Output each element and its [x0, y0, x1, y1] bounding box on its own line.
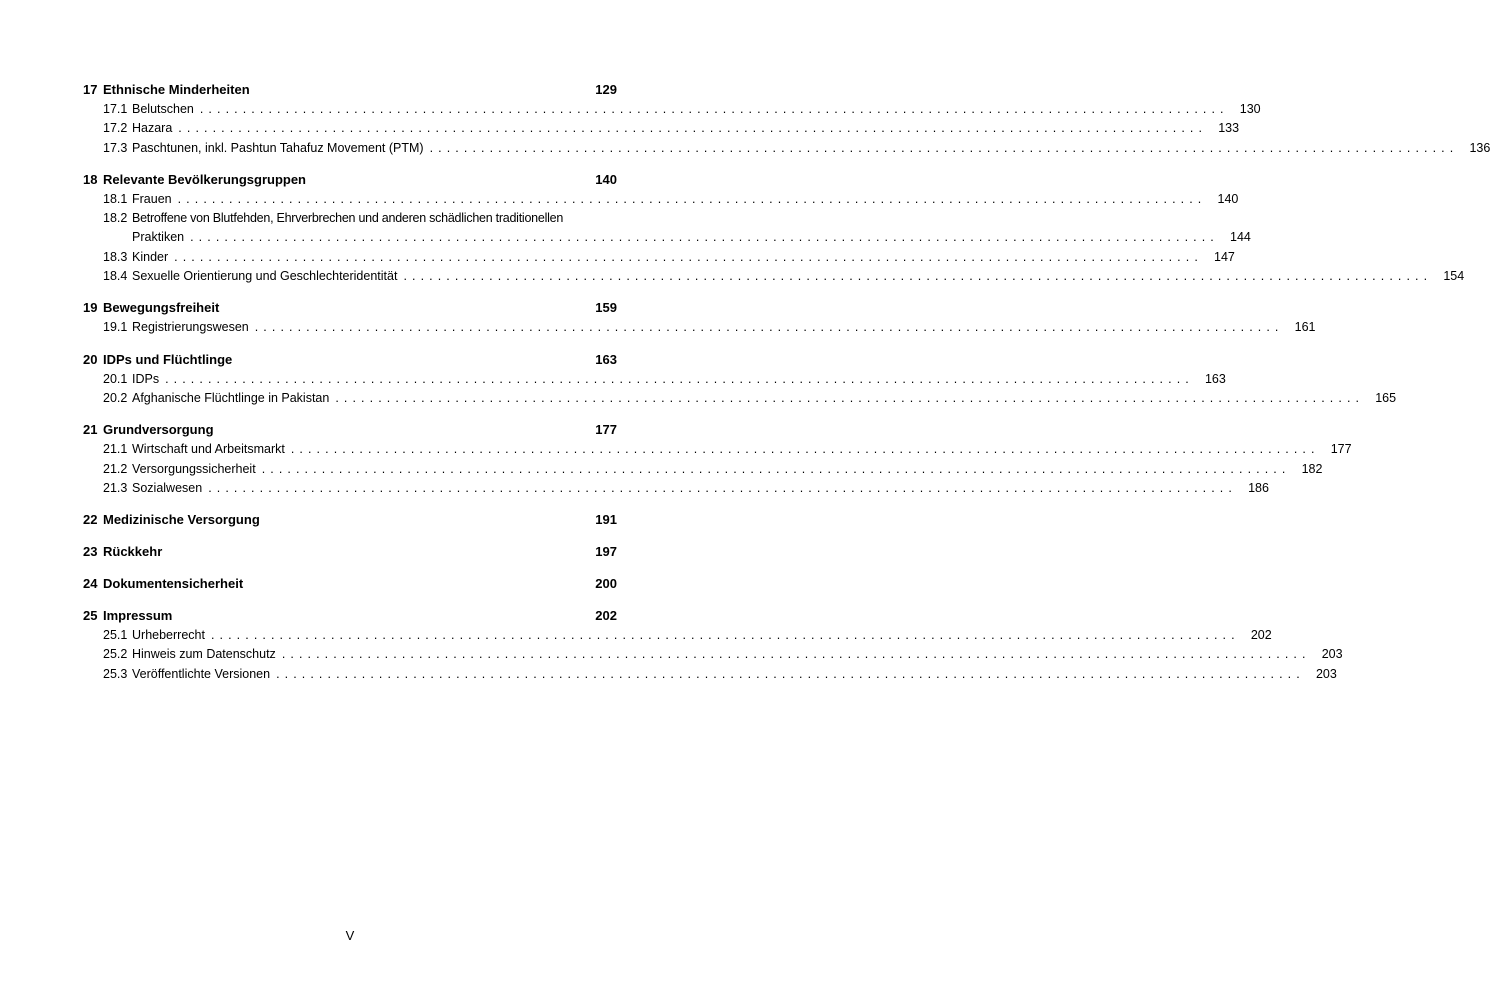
- chapter-title: Ethnische Minderheiten: [103, 82, 250, 97]
- dot-leader: ........................................................................................................................: [254, 320, 1284, 335]
- section-page: 163: [1204, 371, 1226, 386]
- chapter-number: 20: [83, 351, 98, 367]
- section-number: 21.1: [103, 442, 128, 457]
- chapter-page: 191: [595, 512, 617, 528]
- dot-leader: ........................................................................................................................: [290, 442, 1320, 457]
- toc-section-entry[interactable]: [83, 389, 1397, 408]
- dot-leader: ........................................................................................................................: [429, 140, 1459, 155]
- chapter-heading[interactable]: [83, 510, 617, 530]
- chapter-title: Relevante Bevölkerungsgruppen: [103, 171, 306, 187]
- section-title: Afghanische Flüchtlinge in Pakistan: [132, 390, 330, 405]
- section-number: 17.3: [103, 140, 128, 155]
- section-number: 18.4: [103, 269, 128, 284]
- section-number: 17.2: [103, 121, 128, 136]
- section-title: Kinder: [132, 249, 169, 264]
- toc-section-entry[interactable]: [83, 645, 1343, 664]
- section-number: 20.2: [103, 390, 128, 405]
- toc-chapter-24: [83, 574, 617, 594]
- chapter-heading[interactable]: [83, 80, 617, 100]
- toc-section-entry[interactable]: [83, 100, 1261, 119]
- chapter-heading[interactable]: [83, 170, 617, 190]
- chapter-number: 23: [83, 544, 98, 560]
- section-number: 25.1: [103, 628, 128, 643]
- toc-section-entry[interactable]: [83, 190, 1239, 209]
- toc-chapter-20: [83, 350, 1397, 409]
- section-page: 130: [1239, 102, 1261, 116]
- section-page: 177: [1330, 442, 1352, 457]
- chapter-page: 177: [595, 422, 617, 438]
- dot-leader: ........................................................................................................................: [261, 461, 1291, 476]
- toc-section-entry[interactable]: [83, 370, 1226, 389]
- section-title: Frauen: [132, 191, 172, 206]
- toc-section-entry[interactable]: [83, 318, 1316, 337]
- chapter-number: 17: [83, 82, 98, 97]
- dot-leader: ........................................................................................................................: [190, 230, 1219, 245]
- section-number: 21.2: [103, 461, 128, 476]
- section-page: 154: [1443, 269, 1465, 284]
- dot-leader: ........................................................................................................................: [199, 102, 1229, 116]
- section-title: Sozialwesen: [132, 480, 203, 495]
- toc-chapter-21: [83, 420, 1352, 498]
- section-title: Hinweis zum Datenschutz: [132, 647, 276, 662]
- dot-leader: ........................................................................................................................: [177, 191, 1207, 206]
- chapter-page: 129: [595, 82, 617, 97]
- chapter-page: 159: [595, 300, 617, 316]
- chapter-title: Grundversorgung: [103, 422, 214, 438]
- section-number: 19.1: [103, 320, 128, 335]
- section-title: Sexuelle Orientierung und Geschlechteridentität: [132, 269, 398, 284]
- section-number: 21.3: [103, 480, 128, 495]
- dot-leader: ........................................................................................................................: [210, 628, 1240, 643]
- section-page: 202: [1250, 628, 1272, 643]
- section-title: Veröffentlichte Versionen: [132, 666, 271, 681]
- table-of-contents: [83, 80, 1490, 696]
- chapter-page: 140: [595, 171, 617, 187]
- chapter-heading[interactable]: [83, 542, 617, 562]
- section-page: 161: [1294, 320, 1316, 335]
- section-number: 25.2: [103, 647, 128, 662]
- chapter-number: 21: [83, 422, 98, 438]
- chapter-number: 19: [83, 300, 98, 316]
- section-number: 18.1: [103, 191, 128, 206]
- toc-section-entry[interactable]: [83, 139, 1490, 158]
- section-page: 140: [1217, 191, 1239, 206]
- chapter-heading[interactable]: [83, 606, 617, 626]
- toc-section-entry-multiline[interactable]: [83, 209, 1251, 248]
- dot-leader: ........................................................................................................................: [403, 269, 1433, 284]
- toc-chapter-19: [83, 298, 1316, 337]
- toc-chapter-22: [83, 510, 617, 530]
- chapter-heading[interactable]: [83, 350, 617, 370]
- section-page: 133: [1218, 121, 1240, 136]
- chapter-page: 200: [595, 576, 617, 592]
- toc-section-entry[interactable]: [83, 267, 1465, 286]
- dot-leader: ........................................................................................................................: [276, 666, 1305, 681]
- section-title-continuation: Praktiken: [132, 230, 185, 245]
- chapter-number: 24: [83, 576, 98, 592]
- toc-chapter-25: [83, 606, 1343, 684]
- toc-section-entry[interactable]: [83, 479, 1269, 498]
- toc-section-entry[interactable]: [83, 119, 1240, 138]
- page-number: V: [345, 928, 355, 943]
- section-title: Urheberrecht: [132, 628, 205, 643]
- section-title: Belutschen: [132, 102, 194, 116]
- toc-section-entry[interactable]: [83, 248, 1235, 267]
- chapter-heading[interactable]: [83, 298, 617, 318]
- chapter-number: 18: [83, 171, 98, 187]
- section-title: Registrierungswesen: [132, 320, 249, 335]
- section-page: 165: [1375, 390, 1397, 405]
- dot-leader: ........................................................................................................................: [335, 390, 1365, 405]
- toc-chapter-17: [83, 80, 1490, 158]
- chapter-heading[interactable]: [83, 420, 617, 440]
- chapter-title: Bewegungsfreiheit: [103, 300, 220, 316]
- dot-leader: ........................................................................................................................: [281, 647, 1311, 662]
- toc-chapter-18: [83, 170, 1465, 286]
- section-page: 136: [1469, 140, 1490, 155]
- chapter-heading[interactable]: [83, 574, 617, 594]
- chapter-title: IDPs und Flüchtlinge: [103, 351, 233, 367]
- section-title: Betroffene von Blutfehden, Ehrverbrechen und anderen schädlichen traditionellen: [132, 211, 564, 226]
- section-title: IDPs: [132, 371, 160, 386]
- dot-leader: ........................................................................................................................: [174, 249, 1203, 264]
- section-number: 17.1: [103, 102, 128, 116]
- toc-section-entry[interactable]: [83, 665, 1337, 684]
- chapter-title: Rückkehr: [103, 544, 163, 560]
- chapter-title: Dokumentensicherheit: [103, 576, 244, 592]
- chapter-page: 197: [595, 544, 617, 560]
- section-number: 18.3: [103, 249, 128, 264]
- toc-chapter-23: [83, 542, 617, 562]
- section-page: 182: [1301, 461, 1323, 476]
- toc-section-entry[interactable]: [83, 460, 1323, 479]
- section-page: 147: [1214, 249, 1235, 264]
- chapter-page: 202: [595, 608, 617, 624]
- dot-leader: ........................................................................................................................: [165, 371, 1194, 386]
- toc-section-entry[interactable]: [83, 626, 1272, 645]
- section-title: Versorgungssicherheit: [132, 461, 256, 476]
- section-title: Wirtschaft und Arbeitsmarkt: [132, 442, 285, 457]
- section-number: 25.3: [103, 666, 128, 681]
- dot-leader: ........................................................................................................................: [178, 121, 1208, 136]
- section-page: 203: [1315, 666, 1337, 681]
- dot-leader: ........................................................................................................................: [208, 480, 1237, 495]
- section-page: 144: [1230, 230, 1251, 245]
- section-title: Paschtunen, inkl. Pashtun Tahafuz Movement (PTM): [132, 140, 424, 155]
- section-number: 20.1: [103, 371, 128, 386]
- chapter-number: 22: [83, 512, 98, 528]
- chapter-title: Medizinische Versorgung: [103, 512, 260, 528]
- section-page: 203: [1321, 647, 1343, 662]
- chapter-number: 25: [83, 608, 98, 624]
- section-title: Hazara: [132, 121, 173, 136]
- section-page: 186: [1248, 480, 1269, 495]
- toc-section-entry[interactable]: [83, 440, 1352, 459]
- section-number: 18.2: [103, 211, 128, 226]
- chapter-title: Impressum: [103, 608, 173, 624]
- chapter-page: 163: [595, 351, 617, 367]
